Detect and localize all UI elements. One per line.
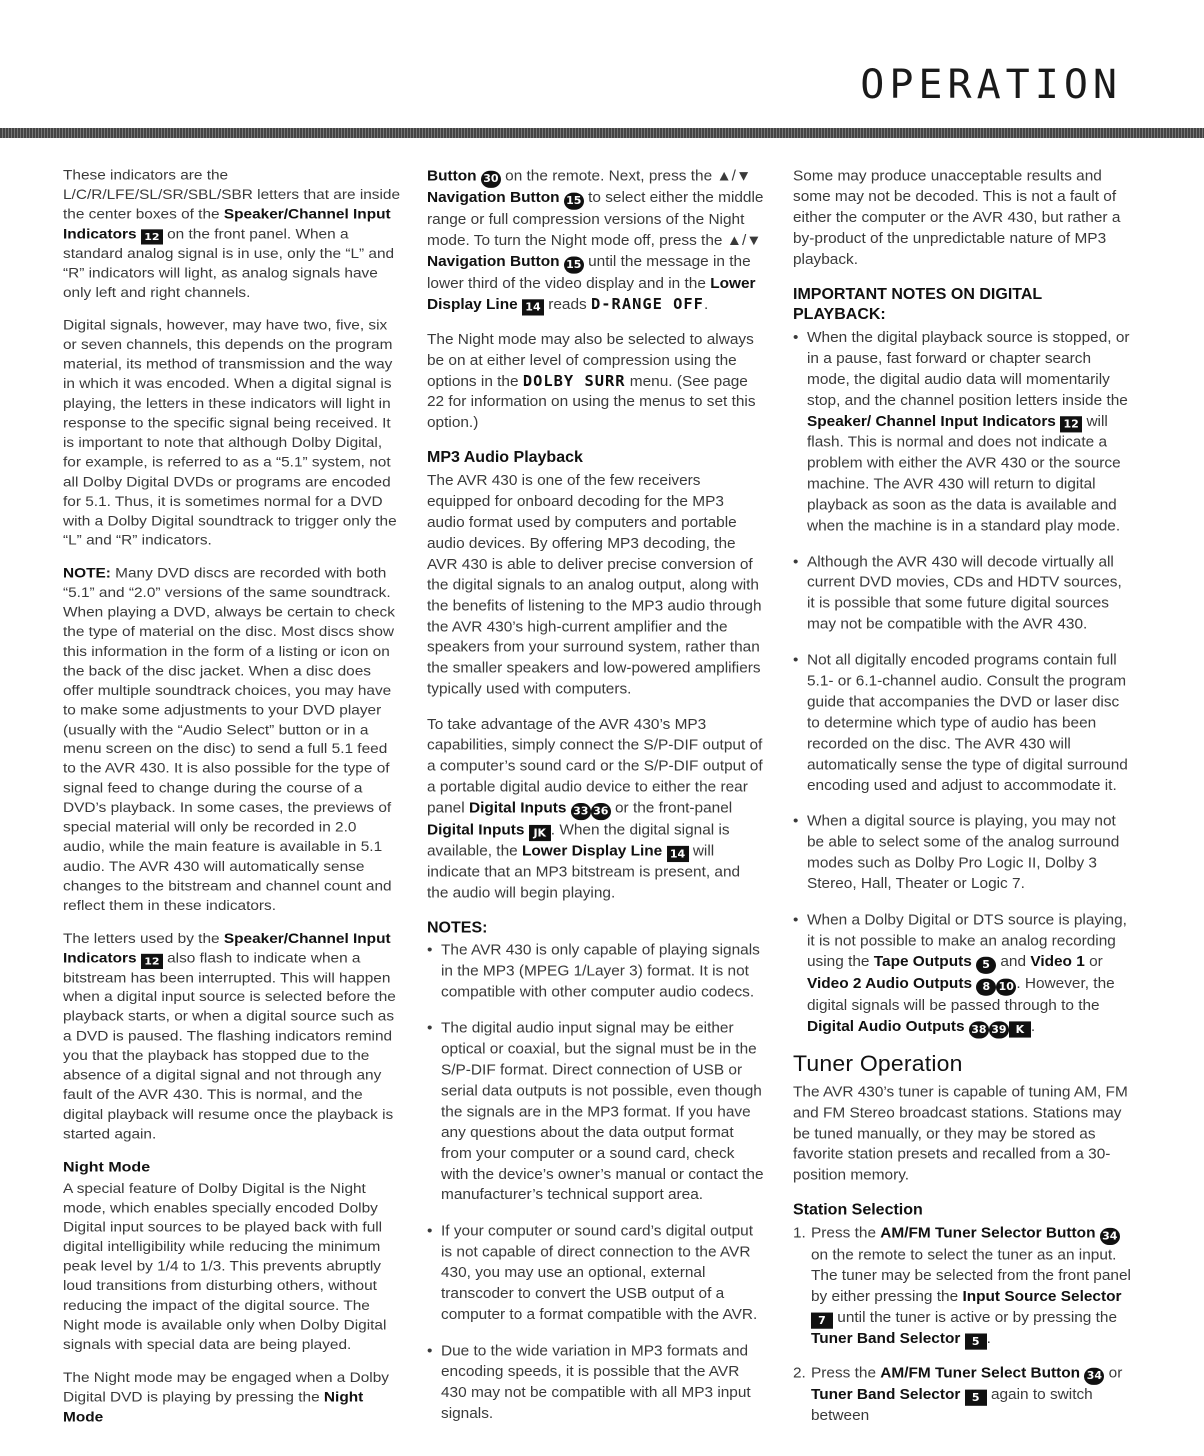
paragraph: Digital signals, however, may have two, five, six or seven channels, this depends on the program material, its method of transmission and the way in which it was encoded. When a digital signal is playing, the letters in these indicators will light in response to the specific signal being received. It is important to note that although Dolby Digital, for example, is referred to as a “5.1” system, not all Dolby Digital DVDs or programs are encoded for 5.1. Thus, it is sometimes normal for a DVD with a Dolby Digital soundtrack to trigger only the “L” and “R” indicators. xyxy=(63,318,397,549)
section-heading: IMPORTANT NOTES ON DIGITAL PLAYBACK: xyxy=(793,286,1042,324)
text: or xyxy=(1089,953,1103,970)
bold-term: Digital Audio Outputs xyxy=(807,1018,965,1035)
section-heading: Night Mode xyxy=(63,1159,151,1175)
callout-icon: JK xyxy=(529,825,551,841)
callout-icon: 12 xyxy=(141,953,163,968)
text: also flash to indicate when a bitstream has been interrupted. This will happen when a digital input source is selected before the playback starts, or when a digital source such as a DVD is paused. The flashing indicators remind you that the playback has stopped due to the absence of a digital signal and not through any fault of the AVR 430. This is normal, and the digital playback will resume once the playback is started again. xyxy=(63,950,396,1142)
text: To take advantage of the AVR 430’s MP3 capabilities, simply connect the S/P-DIF output of a computer’s sound card or the S/P-DIF output of a portable digital audio device to either the rear panel xyxy=(427,716,763,817)
list-item xyxy=(793,1223,1131,1349)
section-heading: Station Selection xyxy=(793,1202,923,1219)
text: or the front-panel xyxy=(615,799,733,817)
paragraph xyxy=(63,166,401,303)
header-rule xyxy=(0,128,1204,138)
text: . When the digital signal is available, the xyxy=(427,821,730,859)
page-title: OPERATION xyxy=(860,62,1122,108)
text: until the tuner is active or by pressing the xyxy=(837,1309,1118,1326)
step-number: 2. xyxy=(793,1364,806,1381)
paragraph: The AVR 430 is one of the few receivers equipped for onboard decoding for the MP3 audio format used by computers and portable audio devices. By offering MP3 decoding, the AVR 430 is able to deliver precise conversion of the digital signals to an analog output, along with the benefits of listening to the MP3 audio through the AVR 430’s high-current amplifier and the speakers from your surround system, rather than the smaller speakers and low-powered amplifiers typically used with computers. xyxy=(427,472,762,698)
notes-list xyxy=(793,328,1131,1038)
callout-icon: 38 xyxy=(969,1021,989,1038)
column-1 xyxy=(63,166,401,1440)
callout-icon: 33 xyxy=(571,803,591,820)
display-readout: DOLBY SURR xyxy=(522,372,626,390)
bold-term: Video 2 Audio Outputs xyxy=(807,975,973,992)
text: When the digital playback source is stopped, or in a pause, fast forward or chapter search mode, the digital audio data will momentarily stop, and the channel position letters inside the xyxy=(807,329,1130,409)
text: The letters used by the xyxy=(63,931,220,947)
text: reads xyxy=(548,296,587,313)
paragraph xyxy=(427,330,765,434)
text: on the remote. Next, press the ▲/▼ xyxy=(505,167,752,185)
callout-icon: 34 xyxy=(1100,1228,1120,1245)
callout-icon: 39 xyxy=(989,1021,1009,1038)
bold-term: Tuner Band Selector xyxy=(811,1330,961,1347)
display-readout: D-RANGE OFF xyxy=(591,295,704,313)
text: Many DVD discs are recorded with both “5.1” and “2.0” versions of the same soundtrack. When playing a DVD, always be certain to check the type of material on the disc. Most discs show this information in the form of a listing or icon on the back of the disc jacket. When a disc does offer multiple soundtrack choices, you may have to make some adjustments to your DVD player (usually with the “Audio Select” button or in a menu screen on the disc) to send a full 5.1 feed to the AVR 430. It is also possible for the type of signal feed to change during the course of a DVD’s playback. In some cases, the previews of special material will only be recorded in 2.0 audio, while the main feature is available in 5.1 audio. The AVR 430 will automatically sense changes to the bitstream and channel count and reflect them in these indicators. xyxy=(63,565,395,914)
text: The Night mode may also be selected to always be on at either level of compression using the options in the xyxy=(427,331,754,390)
text: . xyxy=(703,296,709,313)
bold-term: Button xyxy=(427,167,477,185)
bold-term: Speaker/ Channel Input Indicators xyxy=(807,413,1056,430)
paragraph: The AVR 430’s tuner is capable of tuning AM, FM and FM Stereo broadcast stations. Stations may be tuned manually, or they may be stored as favorite station presets and recalled from a 30-position memory. xyxy=(793,1083,1128,1184)
text: . xyxy=(986,1330,991,1347)
text: and xyxy=(1000,953,1027,970)
paragraph: A special feature of Dolby Digital is the Night mode, which enables specially encoded Dolby Digital input sources to be played back with full digital intelligibility while reducing the minimum peak level by 1/4 to 1/3. This prevents abruptly loud transitions from disturbing others, without reducing the impact of the digital source. The Night mode is available only when Dolby Digital signals with special data are being played. xyxy=(63,1180,387,1353)
list-item: • If your computer or sound card’s digital output is not capable of direct connection to the AVR 430, you may use an optional, external transcoder to convert the USB output of a computer to a format compatible with the AVR. xyxy=(427,1221,765,1325)
bold-term: Digital Inputs xyxy=(427,821,525,839)
note-paragraph xyxy=(63,564,401,916)
step-number: 1. xyxy=(793,1225,806,1242)
callout-icon: 5 xyxy=(965,1390,987,1406)
callout-icon: 15 xyxy=(564,256,584,273)
bold-term: Speaker/Channel Input Indicators xyxy=(63,206,391,242)
callout-icon: 12 xyxy=(1060,416,1082,432)
bold-term: Tuner Band Selector xyxy=(811,1386,961,1403)
callout-icon: 34 xyxy=(1084,1368,1104,1385)
bold-term: Navigation Button xyxy=(427,253,560,270)
text: on the front panel. When a standard analog signal is in use, only the “L” and “R” indicators will light, as analog signals have only left and right channels. xyxy=(63,226,395,301)
list-item: • Not all digitally encoded programs contain full 5.1- or 6.1-channel audio. Consult the program guide that accompanies the DVD or laser disc to determine which type of audio has been recorded on the disc. The AVR 430 will automatically sense the type of digital surround encoding used and adjust to accommodate it. xyxy=(793,650,1131,796)
list-item: • The AVR 430 is only capable of playing signals in the MP3 (MPEG 1/Layer 3) format. It is not compatible with other computer audio codecs. xyxy=(427,941,765,1004)
list-item: • When a digital source is playing, you may not be able to select some of the analog surround modes such as Dolby Pro Logic II, Dolby 3 Stereo, Hall, Theater or Logic 7. xyxy=(793,812,1131,895)
callout-icon: 30 xyxy=(481,171,501,188)
text: Press the xyxy=(811,1225,877,1242)
text: When a Dolby Digital or DTS source is playing, it is not possible to make an analog recording using the xyxy=(807,912,1127,970)
bold-term: AM/FM Tuner Selector Button xyxy=(880,1225,1096,1242)
text: These indicators are the L/C/R/LFE/SL/SR/SBL/SBR letters that are inside the center boxes of the xyxy=(63,167,401,223)
section-heading-large: Tuner Operation xyxy=(793,1050,963,1076)
text: on the remote to select the tuner as an input. The tuner may be selected from the front panel by either pressing the xyxy=(811,1247,1131,1305)
text: Press the xyxy=(811,1364,877,1381)
callout-icon: K xyxy=(1009,1021,1031,1037)
callout-icon: 8 xyxy=(976,978,996,995)
notes-list xyxy=(427,941,765,1425)
bold-term: Lower Display Line xyxy=(521,842,663,859)
note-label: NOTE: xyxy=(63,565,111,582)
callout-icon: 7 xyxy=(811,1312,833,1328)
paragraph: Some may produce unacceptable results and some may not be decoded. This is not a fault of either the computer or the AVR 430, but rather a by-product of the unpredictable nature of MP3 playback. xyxy=(793,167,1121,268)
column-3 xyxy=(793,166,1131,1440)
paragraph xyxy=(427,715,765,904)
callout-icon: 10 xyxy=(996,978,1016,995)
bold-term: Navigation Button xyxy=(427,189,560,206)
list-item: • The digital audio input signal may be either optical or coaxial, but the signal must be in the S/P-DIF format. Direct connection of USB or serial data outputs is not possible, even though the signals are in the MP3 format. If you have any questions about the data output format from your computer or a sound card, check with the device’s owner’s manual or contact the manufacturer’s technical support area. xyxy=(427,1018,765,1206)
callout-icon: 15 xyxy=(564,193,584,210)
list-item xyxy=(793,328,1131,537)
callout-icon: 14 xyxy=(667,846,689,862)
bold-term: Input Source Selector xyxy=(962,1288,1122,1305)
paragraph xyxy=(63,1368,401,1427)
paragraph xyxy=(63,929,401,1144)
text: until the message in the lower third of the video display and in the xyxy=(427,253,751,292)
bold-term: AM/FM Tuner Select Button xyxy=(880,1364,1081,1381)
text: will flash. This is normal and does not indicate a problem with either the AVR 430 or the source machine. The AVR 430 will return to digital playback as soon as the data is available and when the machine is in a standard play mode. xyxy=(807,413,1121,534)
callout-icon: 12 xyxy=(141,229,163,244)
steps-list xyxy=(793,1223,1131,1426)
list-item: • Due to the wide variation in MP3 formats and encoding speeds, it is possible that the AVR 430 may not be compatible with all MP3 input signals. xyxy=(427,1341,765,1424)
list-item xyxy=(793,910,1131,1038)
text: will indicate that an MP3 bitstream is present, and the audio will begin playing. xyxy=(427,842,741,901)
text: again to switch between xyxy=(811,1386,1093,1424)
list-item xyxy=(793,1363,1131,1427)
bold-term: Night Mode xyxy=(63,1389,364,1425)
text: . However, the digital signals will be passed through to the xyxy=(807,975,1115,1014)
bold-term: Digital Inputs xyxy=(468,799,567,817)
text: The Night mode may be engaged when a Dolby Digital DVD is playing by pressing the xyxy=(63,1370,389,1405)
callout-icon: 36 xyxy=(591,803,611,820)
column-2 xyxy=(427,166,765,1440)
bold-term: Lower Display Line xyxy=(427,275,756,313)
text: or xyxy=(1108,1364,1123,1381)
list-item: • Although the AVR 430 will decode virtually all current DVD movies, CDs and HDTV sources, it is possible that some future digital sources may not be compatible with the AVR 430. xyxy=(793,552,1131,635)
text: . xyxy=(1030,1018,1036,1035)
section-heading: NOTES: xyxy=(427,919,488,936)
text: menu. (See page 22 for information on using the menus to set this option.) xyxy=(427,373,756,432)
section-heading: MP3 Audio Playback xyxy=(427,449,583,467)
bold-term: Tape Outputs xyxy=(873,953,972,970)
bold-term: Speaker/Channel Input Indicators xyxy=(63,931,391,966)
callout-icon: 5 xyxy=(976,957,996,974)
text: to select either the middle range or full compression versions of the Night mode. To turn the Night mode off, press the ▲/▼ xyxy=(427,189,764,249)
bold-term: Video 1 xyxy=(1030,953,1085,970)
callout-icon: 5 xyxy=(965,1333,987,1349)
callout-icon: 14 xyxy=(522,299,544,315)
paragraph xyxy=(427,166,765,315)
